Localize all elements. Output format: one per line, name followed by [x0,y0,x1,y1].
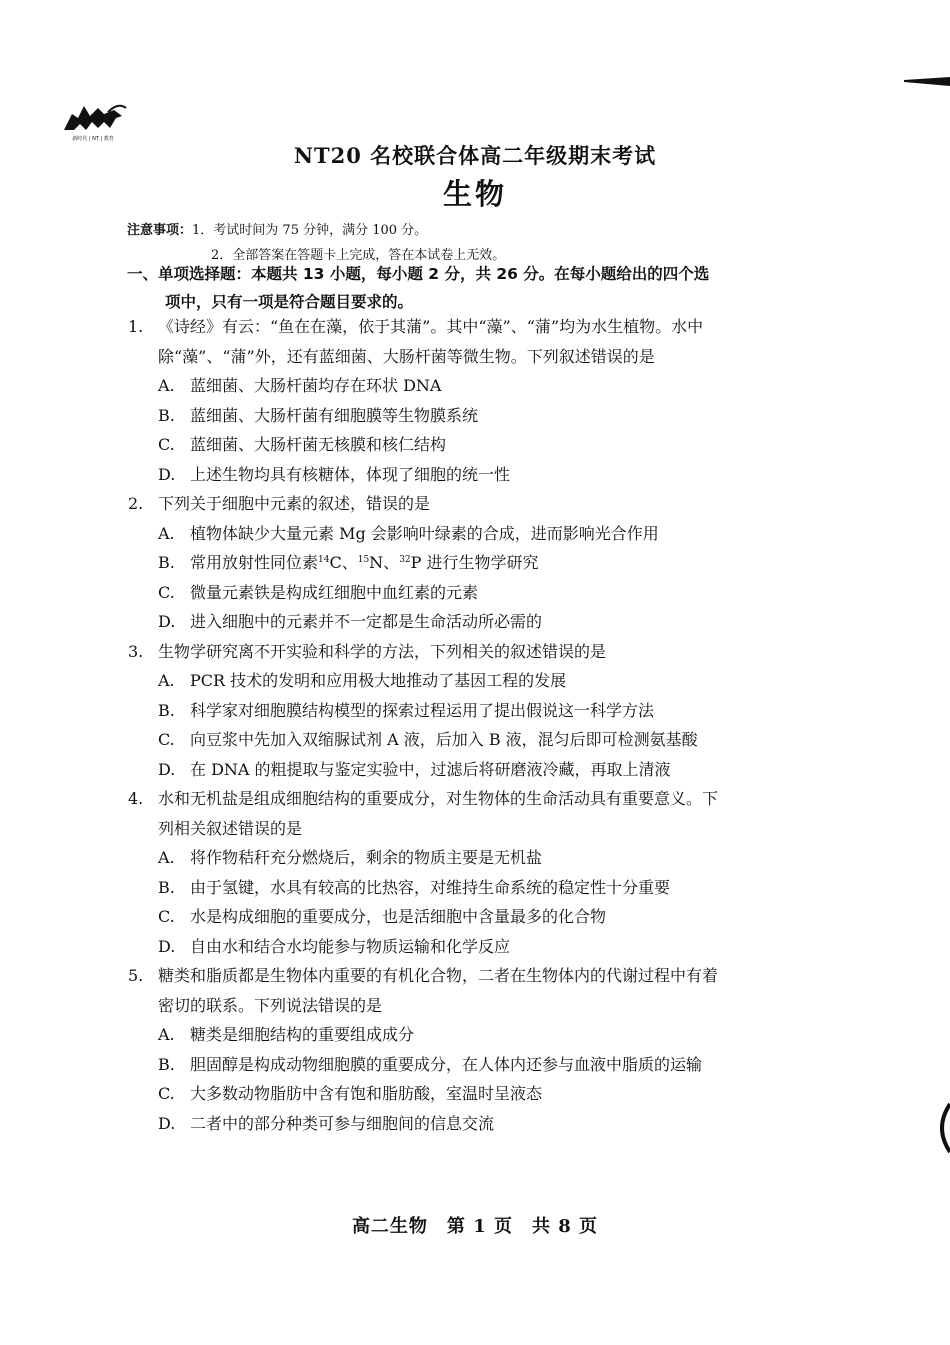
option-text: 向豆浆中先加入双缩脲试剂 A 液，后加入 B 液，混匀后即可检测氨基酸 [190,730,698,749]
option-b[interactable] [127,1050,902,1080]
option-letter: D. [158,759,176,779]
question-stem [127,312,902,342]
isotope-mass: 15 [357,555,370,565]
option-letter: B. [158,553,175,572]
option-letter: B. [158,1054,175,1074]
question-stem [127,784,902,814]
option-d[interactable] [127,1109,902,1139]
note-row [127,218,505,243]
option-text: PCR 技术的发明和应用极大地推动了基因工程的发展 [190,671,567,690]
isotope-element: N、 [369,553,400,572]
question-number: 3. [128,641,144,661]
option-text: 自由水和结合水均能参与物质运输和化学反应 [190,936,511,956]
option-a[interactable] [127,519,902,549]
option-b[interactable] [127,548,902,578]
option-letter: B. [158,700,175,720]
scan-edge-mark [904,72,950,82]
option-text: 微量元素铁是构成红细胞中血红素的元素 [190,582,479,602]
question-stem-continued: 密切的联系。下列说法错误的是 [158,995,383,1015]
option-text: 科学家对细胞膜结构模型的探索过程运用了提出假说这一科学方法 [190,700,655,720]
question-number: 2. [128,494,144,513]
notes-label: 注意事项： [127,223,193,238]
option-text: 常用放射性同位素 [190,553,319,572]
option-a[interactable] [127,666,902,696]
option-c[interactable] [127,430,902,460]
option-letter: C. [158,907,175,926]
question-number: 5. [128,966,144,985]
option-text: 蓝细菌、大肠杆菌有细胞膜等生物膜系统 [190,405,479,425]
option-text: 上述生物均具有核糖体，体现了细胞的统一性 [190,464,511,484]
option-letter: C. [158,435,175,454]
isotope-element: P 进行生物学研究 [410,553,539,572]
option-text: 植物体缺少大量元素 Mg 会影响叶绿素的合成，进而影响光合作用 [190,523,659,543]
option-text: 大多数动物脂肪中含有饱和脂肪酸，室温时呈液态 [190,1084,543,1103]
option-letter: A. [158,523,175,543]
option-a[interactable] [127,843,902,873]
question-list [127,312,902,1138]
option-text: 将作物秸秆充分燃烧后，剩余的物质主要是无机盐 [190,848,543,867]
bull-logo-icon [58,100,128,134]
option-letter: A. [158,671,175,690]
option-text: 进入细胞中的元素并不一定都是生命活动所必需的 [190,612,543,631]
scan-edge-arc [932,1102,950,1154]
option-a[interactable] [127,371,902,401]
option-a[interactable] [127,1020,902,1050]
isotope-mass: 32 [399,555,411,565]
option-b[interactable] [127,401,902,431]
option-text: 二者中的部分种类可参与细胞间的信息交流 [190,1113,495,1133]
option-letter: D. [158,464,176,484]
option-letter: C. [158,1084,175,1103]
option-d[interactable] [127,755,902,785]
option-c[interactable] [127,725,902,755]
option-text: 水是构成细胞的重要成分，也是活细胞中含量最多的化合物 [190,907,607,926]
option-c[interactable] [127,902,902,932]
option-text: 由于氢键，水具有较高的比热容，对维持生命系统的稳定性十分重要 [190,877,671,897]
publisher-logo [58,100,128,142]
question-text: 水和无机盐是组成细胞结构的重要成分，对生物体的生命活动具有重要意义。下 [158,789,719,808]
question-stem [127,489,902,519]
section-heading [127,260,867,316]
option-text: 蓝细菌、大肠杆菌无核膜和核仁结构 [190,435,447,454]
question-text: 下列关于细胞中元素的叙述，错误的是 [158,494,431,513]
option-c[interactable] [127,1079,902,1109]
option-letter: D. [158,612,176,631]
option-b[interactable] [127,873,902,903]
option-letter: A. [158,376,175,395]
section-heading-line: 项中，只有一项是符合题目要求的。 [165,293,414,311]
option-b[interactable] [127,696,902,726]
option-letter: C. [158,730,175,749]
note-item: 1．考试时间为 75 分钟，满分 100 分。 [192,223,428,238]
question-stem-continued: 除“藻”、“蒲”外，还有蓝细菌、大肠杆菌等微生物。下列叙述错误的是 [158,346,655,366]
option-d[interactable] [127,607,902,637]
option-text: 糖类是细胞结构的重要组成成分 [190,1025,415,1044]
option-c[interactable] [127,578,902,608]
option-letter: A. [158,1025,175,1044]
isotope-mass: 14 [318,555,330,565]
note-item: 2．全部答案在答题卡上完成，答在本试卷上无效。 [211,248,506,263]
question-number: 4. [128,789,144,808]
question-text: 糖类和脂质都是生物体内重要的有机化合物，二者在生物体内的代谢过程中有着 [158,966,719,985]
option-text: 蓝细菌、大肠杆菌均存在环状 DNA [190,376,442,395]
subject-title: 生物 [442,177,507,211]
question-stem-continued: 列相关叙述错误的是 [158,818,303,838]
option-letter: D. [158,936,176,956]
question-number: 1. [128,317,144,336]
option-text: 胆固醇是构成动物细胞膜的重要成分，在人体内还参与血液中脂质的运输 [190,1054,703,1074]
section-heading-line: 一、单项选择题：本题共 13 小题，每小题 2 分，共 26 分。在每小题给出的四个选 [127,265,710,283]
option-letter: B. [158,405,175,425]
option-d[interactable] [127,460,902,490]
question-stem [127,961,902,991]
option-letter: A. [158,848,175,867]
logo-caption: 新时代 | NT | 教育 [72,136,114,142]
option-letter: B. [158,877,175,897]
exam-title: NT20 名校联合体高二年级期末考试 [293,143,657,168]
option-letter: C. [158,582,175,602]
question-stem [127,637,902,667]
option-text: 在 DNA 的粗提取与鉴定实验中，过滤后将研磨液冷藏，再取上清液 [190,759,671,779]
isotope-element: C、 [329,553,358,572]
option-d[interactable] [127,932,902,962]
page-footer: 高二生物 第 1 页 共 8 页 [351,1216,599,1237]
question-text: 《诗经》有云：“鱼在在藻，依于其蒲”。其中“藻”、“蒲”均为水生植物。水中 [158,317,704,336]
question-text: 生物学研究离不开实验和科学的方法，下列相关的叙述错误的是 [158,641,607,661]
option-letter: D. [158,1113,176,1133]
